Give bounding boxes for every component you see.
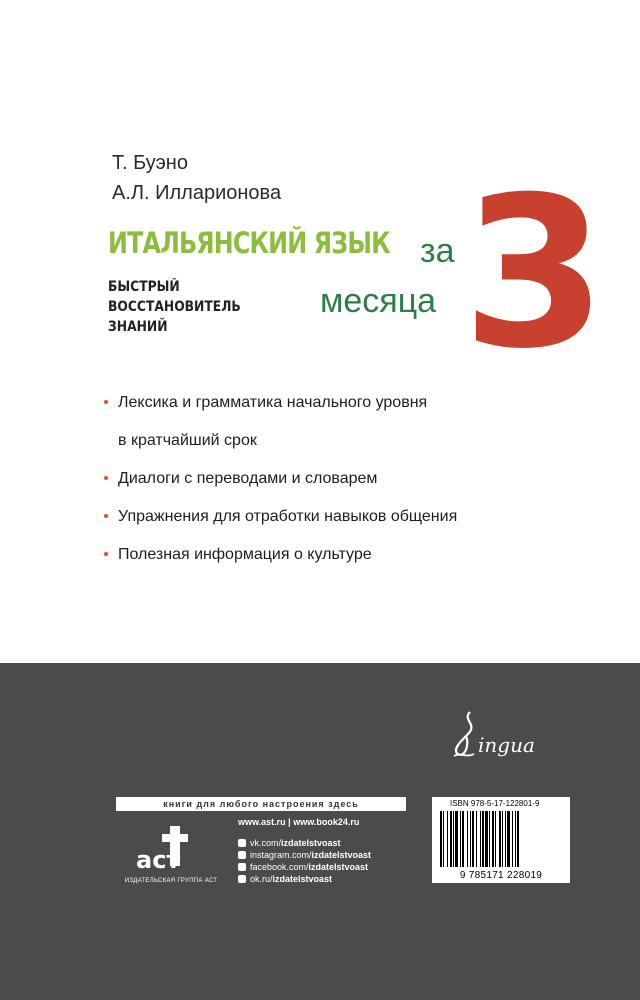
feature-text: Лексика и грамматика начального уровня bbox=[118, 394, 428, 411]
book-title: ИТАЛЬЯНСКИЙ ЯЗЫК bbox=[108, 226, 390, 260]
barcode-bar bbox=[499, 811, 501, 867]
barcode bbox=[432, 797, 570, 883]
barcode-bar bbox=[495, 811, 496, 867]
title-big-number: 3 bbox=[462, 153, 607, 395]
book-subtitle bbox=[108, 277, 241, 337]
feature-list bbox=[104, 384, 457, 574]
barcode-bar bbox=[512, 811, 513, 867]
bullet-icon bbox=[104, 552, 108, 556]
barcode-bar bbox=[453, 811, 454, 867]
feature-item bbox=[104, 384, 457, 422]
social-link[interactable] bbox=[238, 861, 371, 873]
barcode-bar bbox=[440, 811, 442, 867]
bullet-icon bbox=[104, 400, 108, 404]
lingua-logo-icon bbox=[448, 706, 568, 766]
barcode-bar bbox=[467, 811, 468, 867]
barcode-bar bbox=[489, 811, 490, 867]
publisher-sites[interactable]: www.ast.ru | www.book24.ru bbox=[238, 817, 360, 827]
publisher-group: ИЗДАТЕЛЬСКАЯ ГРУППА АСТ bbox=[124, 878, 218, 884]
feature-item bbox=[104, 460, 457, 498]
vk-icon bbox=[238, 839, 246, 847]
barcode-bar bbox=[476, 811, 477, 867]
social-handle: izdatelstvoast bbox=[308, 862, 369, 872]
barcode-bar bbox=[517, 811, 519, 867]
author-2: А.Л. Илларионова bbox=[112, 182, 282, 204]
barcode-bar bbox=[462, 811, 464, 867]
subtitle-line: ВОССТАНОВИТЕЛЬ bbox=[108, 299, 241, 315]
feature-item bbox=[104, 498, 457, 536]
facebook-icon bbox=[238, 863, 246, 871]
feature-text: Упражнения для отработки навыков общения bbox=[118, 508, 458, 525]
barcode-bar bbox=[505, 811, 506, 867]
barcode-icon bbox=[440, 811, 562, 869]
authors bbox=[112, 148, 281, 208]
isbn-text: ISBN 978-5-17-122801-9 bbox=[450, 799, 540, 808]
social-prefix: vk.com/ bbox=[250, 838, 282, 848]
social-link[interactable] bbox=[238, 873, 371, 885]
author-1: Т. Буэно bbox=[112, 152, 188, 174]
bullet-icon bbox=[104, 514, 108, 518]
subtitle-line: ЗНАНИЙ bbox=[108, 319, 168, 335]
barcode-bar bbox=[507, 811, 510, 867]
barcode-bar bbox=[485, 811, 488, 867]
barcode-bar bbox=[492, 811, 494, 867]
social-links bbox=[238, 837, 371, 885]
barcode-bar bbox=[447, 811, 448, 867]
barcode-bar bbox=[470, 811, 471, 867]
social-handle: izdatelstvoast bbox=[272, 874, 333, 884]
barcode-bar bbox=[472, 811, 474, 867]
feature-item bbox=[104, 536, 457, 574]
barcode-bar bbox=[515, 811, 516, 867]
subtitle-line: БЫСТРЫЙ bbox=[108, 279, 180, 295]
feature-text: Диалоги с переводами и словарем bbox=[118, 470, 378, 487]
svg-text:ingua: ingua bbox=[478, 733, 535, 757]
bullet-icon bbox=[104, 476, 108, 480]
social-prefix: facebook.com/ bbox=[250, 862, 309, 872]
barcode-bar bbox=[460, 811, 461, 867]
ok-icon bbox=[238, 875, 246, 883]
instagram-icon bbox=[238, 851, 246, 859]
title-months: месяца bbox=[320, 282, 437, 320]
social-handle: izdatelstvoast bbox=[281, 838, 341, 848]
social-prefix: ok.ru/ bbox=[250, 874, 273, 884]
feature-text: Полезная информация о культуре bbox=[118, 546, 372, 563]
barcode-bar bbox=[443, 811, 444, 867]
feature-item bbox=[104, 422, 457, 460]
barcode-bar bbox=[502, 811, 503, 867]
svg-text:аст: аст bbox=[136, 846, 181, 874]
social-link[interactable] bbox=[238, 849, 371, 861]
ean-number: 9 785171 228019 bbox=[459, 870, 543, 881]
feature-text: в кратчайший срок bbox=[118, 432, 257, 449]
title-za: за bbox=[420, 232, 455, 270]
barcode-bar bbox=[455, 811, 458, 867]
social-link[interactable] bbox=[238, 837, 371, 849]
slogan-bar: книги для любого настроения здесь bbox=[116, 797, 406, 811]
barcode-bar bbox=[450, 811, 452, 867]
barcode-bar bbox=[480, 811, 481, 867]
barcode-bar bbox=[482, 811, 484, 867]
social-handle: izdatelstvoast bbox=[311, 850, 372, 860]
social-prefix: instagram.com/ bbox=[250, 850, 312, 860]
